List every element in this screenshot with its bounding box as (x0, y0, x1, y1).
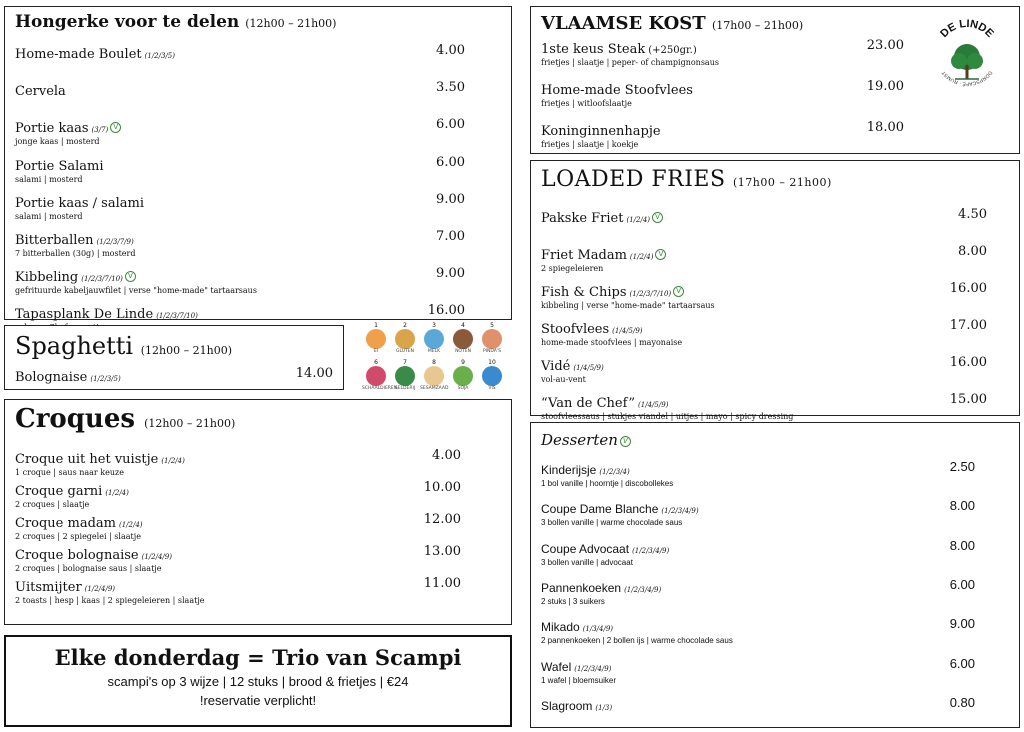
item-name: Uitsmijter (15, 580, 82, 595)
allergen-icon (482, 366, 502, 386)
spaghetti-title: Spaghetti (12h00 – 21h00) (15, 332, 232, 360)
menu-item (541, 695, 1009, 714)
menu-item (15, 366, 333, 385)
item-name: Mikado (541, 620, 580, 635)
item-line (541, 695, 1009, 714)
item-name: Portie Salami (15, 158, 104, 174)
allergen-label: NOTEN (455, 349, 471, 354)
item-price: 8.00 (949, 498, 975, 514)
item-price: 12.00 (423, 512, 461, 527)
menu-item (15, 80, 501, 99)
item-allergen-codes: (1/3) (595, 703, 613, 712)
item-description: frietjes | witloofslaatje (541, 99, 632, 108)
menu-item (541, 281, 1009, 310)
allergen-number: 2 (403, 322, 407, 329)
item-line (15, 192, 501, 211)
allergen-vis-legend-item (478, 359, 506, 391)
item-name: Bitterballen (15, 233, 94, 248)
item-price: 19.00 (866, 79, 904, 94)
allergen-number: 10 (488, 359, 496, 366)
item-price: 7.00 (436, 229, 465, 244)
allergen-sesamzaad-legend-item (420, 359, 448, 391)
allergen-icon (453, 329, 473, 349)
item-line (15, 229, 501, 248)
croques-title: Croques (12h00 – 21h00) (15, 404, 236, 434)
item-price: 15.00 (949, 392, 987, 407)
menu-item (541, 538, 1009, 567)
allergen-pindas-legend-item (478, 322, 506, 354)
item-price: 9.00 (436, 191, 465, 207)
item-allergen-codes: (1/2/3/7/9) (96, 238, 134, 246)
item-line (15, 266, 501, 285)
item-description: 1 croque | saus naar keuze (15, 468, 124, 477)
menu-item (15, 192, 501, 221)
vegetarian-icon: V (655, 249, 666, 260)
allergen-icon (482, 329, 502, 349)
spaghetti-section (4, 325, 344, 390)
item-extra: (+250gr.) (648, 45, 697, 56)
logo-subtext: DORPSCAFÉ · RUMST (940, 69, 994, 87)
item-description: kibbeling | verse "home-made" tartaarsaus (541, 301, 715, 310)
item-line (15, 117, 501, 136)
item-name: Croque madam (15, 516, 116, 531)
item-allergen-codes: (1/2/3/4/9) (574, 664, 612, 673)
menu-item (15, 512, 501, 541)
item-description: 3 bollen vanille | warme chocolade saus (541, 518, 683, 528)
item-description: frietjes | slaatje | peper- of champignonsaus (541, 58, 719, 67)
item-name: Coupe Dame Blanche (541, 502, 659, 517)
item-name: Coupe Advocaat (541, 541, 630, 556)
svg-text:DE LINDE (938, 18, 996, 40)
allergen-melk-legend-item (420, 322, 448, 354)
item-name: Friet Madam (541, 248, 627, 263)
item-price: 16.00 (427, 303, 465, 319)
menu-item (541, 459, 1009, 488)
item-price: 6.00 (436, 154, 465, 170)
item-price: 6.00 (949, 655, 975, 671)
item-name: Vidé (541, 359, 571, 374)
item-line (15, 448, 501, 467)
allergen-label: MELK (427, 349, 441, 354)
allergen-label: SOJA (457, 386, 469, 391)
item-line (541, 616, 1009, 635)
item-line (541, 318, 1009, 337)
item-price: 14.00 (295, 366, 333, 381)
item-allergen-codes: (1/2/3/5) (90, 375, 121, 383)
item-name: Bolognaise (15, 370, 88, 385)
item-name: Home-made Stoofvlees (541, 83, 693, 98)
item-description: 2 stuks | 3 suikers (541, 596, 605, 606)
allergen-schaaldieren-legend-item (362, 359, 398, 391)
allergen-label: VIS (488, 386, 496, 391)
allergen-icon (453, 366, 473, 386)
item-name: Portie kaas (15, 121, 89, 137)
item-price: 9.00 (436, 266, 465, 282)
desserten-section (530, 422, 1020, 728)
item-price: 6.00 (436, 117, 465, 133)
item-allergen-codes: (3/7) (91, 126, 109, 135)
vlaamse-kost-section (530, 6, 1020, 154)
item-name: Kinderijsje (541, 463, 597, 477)
allergen-number: 6 (374, 359, 378, 366)
item-price: 13.00 (423, 544, 461, 559)
allergen-number: 7 (403, 359, 407, 366)
item-price: 10.00 (423, 480, 461, 495)
item-description: 2 pannenkoeken | 2 bollen ijs | warme chocolade saus (541, 636, 733, 646)
item-price: 8.00 (958, 244, 987, 259)
item-price: 17.00 (949, 318, 987, 333)
item-description: 1 bol vanille | hoorntje | discobollekes (541, 479, 674, 488)
item-line (541, 538, 1009, 557)
vlaamse-hours: (17h00 – 21h00) (711, 19, 804, 32)
item-description: jonge kaas | mosterd (15, 137, 100, 147)
item-description: home-made stoofvlees | mayonaise (541, 338, 683, 347)
allergen-ei-legend-item (362, 322, 390, 354)
allergen-icon (366, 366, 386, 386)
item-description: gefrituurde kabeljauwfilet | verse "home-made" tartaarsaus (15, 286, 257, 296)
hongerke-hours: (12h00 – 21h00) (245, 17, 337, 30)
item-price: 4.00 (432, 448, 461, 463)
item-name: 1ste keus Steak (541, 42, 646, 57)
item-description: 7 bitterballen (30g) | mosterd (15, 249, 136, 258)
loaded-title: LOADED FRIES (17h00 – 21h00) (541, 167, 832, 192)
item-description: 3 bollen vanille | advocaat (541, 557, 633, 567)
item-line (541, 459, 1009, 478)
allergen-icon (366, 329, 386, 349)
item-description: 2 croques | 2 spiegelei | slaatje (15, 532, 141, 541)
item-allergen-codes: (1/2/4) (105, 489, 129, 497)
tree-icon (927, 17, 1007, 97)
item-description: 1 wafel | bloemsuiker (541, 675, 616, 685)
item-allergen-codes: (1/2/3/7/10) (156, 312, 198, 321)
item-price: 16.00 (949, 355, 987, 370)
vegetarian-icon: V (673, 286, 684, 297)
item-price: 2.50 (949, 459, 975, 474)
menu-item (15, 229, 501, 258)
item-line (541, 207, 1009, 226)
logo-text: DE LINDE (938, 17, 996, 40)
menu-item (541, 120, 1009, 149)
item-line (15, 43, 501, 62)
allergen-icon (395, 329, 415, 349)
item-price: 16.00 (949, 281, 987, 296)
item-name: Wafel (541, 659, 572, 674)
promo-line-2: !reservatie verplicht! (199, 693, 317, 708)
item-allergen-codes: (1/2/4) (629, 253, 654, 261)
item-price: 23.00 (866, 38, 904, 53)
item-description: 2 spiegeleieren (541, 264, 604, 273)
item-allergen-codes: (1/2/4) (161, 457, 185, 465)
item-price: 18.00 (866, 120, 904, 135)
item-name: “Van de Chef” (541, 396, 636, 411)
item-description: salami | mosterd (15, 174, 83, 184)
menu-item (541, 244, 1009, 273)
vegetarian-icon: V (125, 271, 136, 282)
allergen-number: 4 (461, 322, 465, 329)
item-name: Tapasplank De Linde (15, 307, 154, 323)
menu-item (541, 498, 1009, 527)
item-line (15, 80, 501, 99)
item-description: 2 toasts | hesp | kaas | 2 spiegeleieren | slaatje (15, 596, 205, 605)
hongerke-section (4, 6, 512, 323)
item-name: Fish & Chips (541, 285, 627, 300)
item-allergen-codes: (1/4/5/9) (638, 401, 669, 409)
item-name: Koninginnenhapje (541, 124, 661, 139)
item-line (541, 392, 1009, 411)
item-description: frietjes | slaatje | koekje (541, 140, 639, 149)
item-line (541, 244, 1009, 263)
menu-item (541, 392, 1009, 421)
menu-item (541, 355, 1009, 384)
menu-item (15, 448, 501, 477)
item-allergen-codes: (1/2/3/4/9) (624, 585, 662, 594)
allergen-noten-legend-item (449, 322, 477, 354)
item-name: Slagroom (541, 698, 593, 713)
allergen-selderij-legend-item (391, 359, 419, 391)
item-price: 0.80 (949, 694, 975, 710)
allergen-label: SCHAALDIEREN (362, 386, 398, 391)
menu-item (15, 266, 501, 295)
item-line (541, 281, 1009, 300)
item-allergen-codes: (1/4/5/9) (612, 327, 643, 335)
item-name: Pakske Friet (541, 211, 624, 226)
item-name: Pannenkoeken (541, 580, 622, 595)
item-allergen-codes: (1/2/3/4) (599, 468, 630, 476)
menu-item (15, 576, 501, 605)
allergen-number: 9 (461, 359, 465, 366)
spaghetti-hours: (12h00 – 21h00) (140, 344, 232, 357)
allergen-label: SELDERIJ (394, 386, 416, 391)
allergen-icon (424, 366, 444, 386)
item-description: stoofvleessaus | stukjes viandel | uitjes | mayo | spicy dressing (541, 412, 794, 421)
vegetarian-icon: V (652, 212, 663, 223)
item-allergen-codes: (1/2/3/4/9) (661, 507, 699, 516)
allergen-icon (395, 366, 415, 386)
item-price: 6.00 (949, 576, 975, 592)
item-allergen-codes: (1/4/5/9) (573, 364, 604, 372)
item-allergen-codes: (1/2/3/4/9) (632, 546, 670, 555)
allergen-icon (424, 329, 444, 349)
menu-item (15, 155, 501, 184)
menu-item (541, 318, 1009, 347)
item-line (15, 155, 501, 174)
item-allergen-codes: (1/2/3/7/10) (629, 290, 672, 298)
item-name: Portie kaas / salami (15, 195, 144, 211)
allergen-soja-legend-item (449, 359, 477, 391)
item-allergen-codes: (1/2/3/7/10) (81, 275, 123, 284)
de-linde-logo (927, 17, 1007, 97)
item-allergen-codes: (1/2/4) (626, 216, 651, 224)
item-name: Home-made Boulet (15, 47, 142, 62)
item-name: Croque garni (15, 484, 103, 499)
item-line (541, 656, 1009, 675)
allergen-gluten-legend-item (391, 322, 419, 354)
hongerke-title: Hongerke voor te delen (12h00 – 21h00) (15, 12, 337, 32)
item-name: Cervela (15, 84, 66, 100)
item-price: 9.00 (949, 616, 975, 632)
item-line (541, 577, 1009, 596)
item-description: vol-au-vent (541, 375, 586, 384)
allergen-number: 3 (432, 322, 436, 329)
item-description: salami | mosterd (15, 211, 83, 221)
allergen-label: SESAMZAAD (420, 386, 449, 391)
item-name: Croque bolognaise (15, 548, 139, 563)
item-allergen-codes: (1/2/3/5) (144, 52, 175, 60)
allergen-number: 8 (432, 359, 436, 366)
item-price: 4.50 (958, 207, 987, 222)
item-name: Stoofvlees (541, 322, 610, 337)
item-price: 3.50 (436, 80, 465, 96)
item-line (541, 355, 1009, 374)
menu-item (541, 656, 1009, 685)
menu-item (541, 577, 1009, 606)
item-allergen-codes: (1/2/4/9) (141, 553, 172, 561)
menu-item (15, 117, 501, 146)
allergen-number: 1 (374, 322, 378, 329)
item-price: 11.00 (423, 576, 461, 591)
allergen-label: PINDA'S (483, 349, 501, 354)
allergen-legend (362, 322, 512, 396)
menu-item (15, 43, 501, 62)
item-name: Kibbeling (15, 270, 79, 286)
desserten-title: Desserten V (541, 431, 631, 449)
item-allergen-codes: (1/2/4) (119, 521, 143, 529)
item-allergen-codes: (1/2/4/9) (84, 585, 116, 593)
croques-hours: (12h00 – 21h00) (144, 417, 236, 430)
item-price: 8.00 (949, 537, 975, 553)
item-name: Croque uit het vuistje (15, 452, 159, 467)
menu-item (15, 480, 501, 509)
vegetarian-icon: V (110, 122, 121, 133)
allergen-label: EI (373, 349, 379, 354)
promo-line-1: scampi's op 3 wijze | 12 stuks | brood & frietjes | €24 (107, 674, 409, 689)
item-description: 2 croques | bolognaise saus | slaatje (15, 564, 162, 573)
loaded-hours: (17h00 – 21h00) (733, 176, 832, 189)
menu-item (15, 544, 501, 573)
promo-title: Elke donderdag = Trio van Scampi (54, 645, 462, 670)
allergen-label: GLUTEN (395, 349, 415, 354)
loaded-fries-section (530, 160, 1020, 421)
item-allergen-codes: (1/3/4/9) (582, 625, 614, 634)
item-line (541, 498, 1009, 517)
allergen-number: 5 (490, 322, 494, 329)
item-line (541, 120, 1009, 139)
promo-section (4, 635, 512, 727)
item-description: 2 croques | slaatje (15, 500, 90, 509)
vlaamse-title: VLAAMSE KOST (17h00 – 21h00) (541, 13, 804, 34)
croques-section (4, 399, 512, 625)
item-price: 4.00 (436, 43, 465, 58)
vegetarian-icon: V (620, 436, 631, 447)
menu-item (541, 616, 1009, 645)
menu-item (541, 207, 1009, 226)
